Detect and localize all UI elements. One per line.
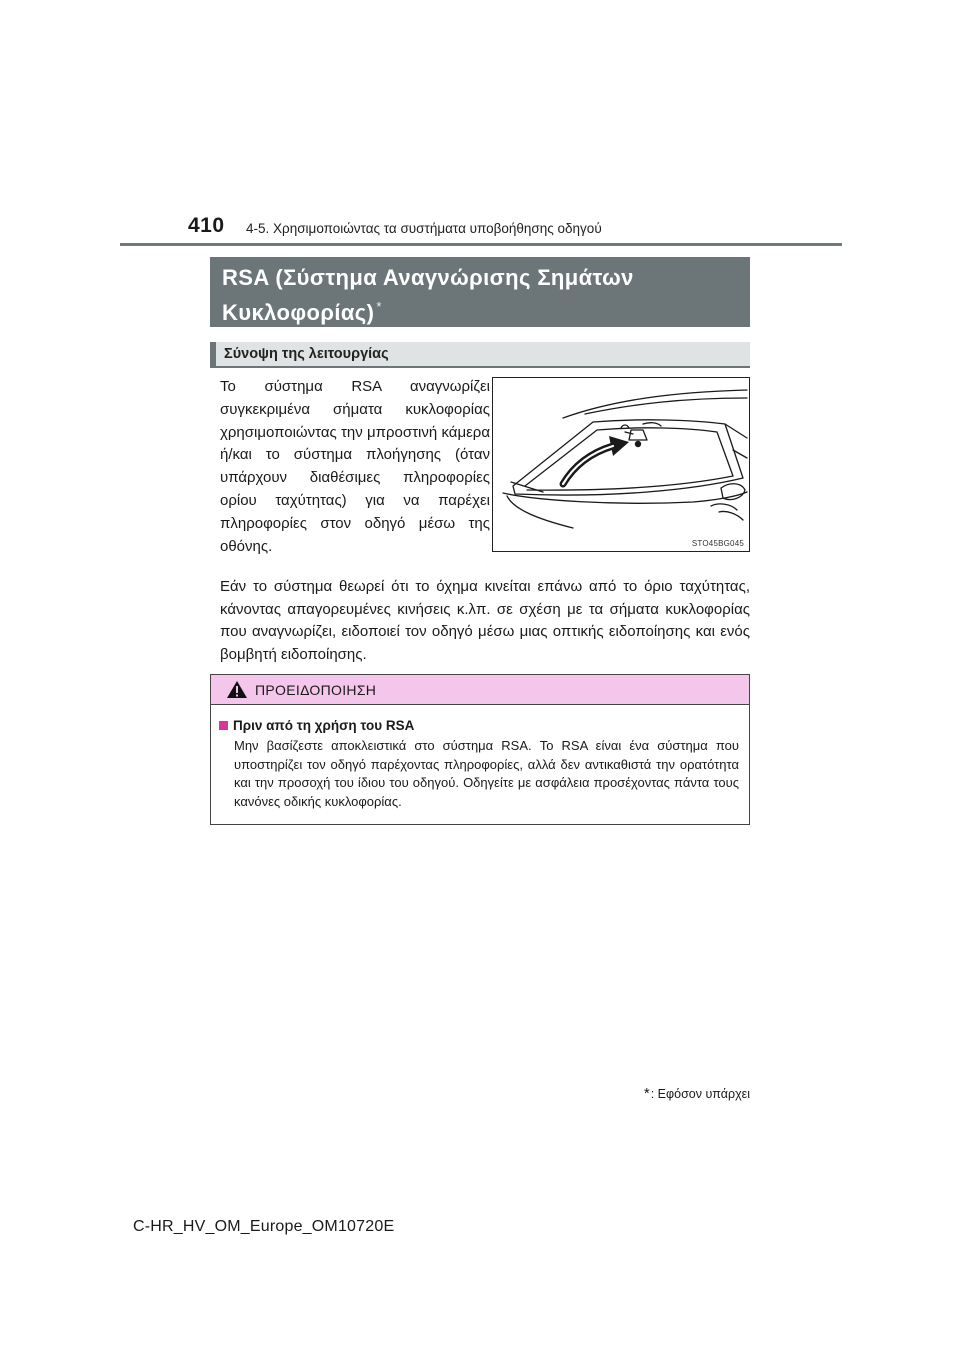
warning-box bbox=[210, 674, 750, 825]
optional-mark: * bbox=[376, 299, 382, 314]
warning-item-title bbox=[219, 718, 739, 733]
page-number: 410 bbox=[188, 214, 225, 237]
footnote bbox=[644, 1085, 750, 1102]
document-code-footer: C-HR_HV_OM_Europe_OM10720E bbox=[133, 1218, 395, 1235]
warning-triangle-icon bbox=[226, 680, 248, 699]
subheading: Σύνοψη της λειτουργίας bbox=[210, 342, 750, 368]
body-paragraph: Εάν το σύστημα θεωρεί ότι το όχημα κινείται επάνω από το όριο ταχύτητας, κάνοντας απαγορευμένες κινήσεις κ.λπ. σε σχέση με τα σήματα κυκλοφορίας που αναγνωρίζει, ειδοποιεί τον οδηγό μέσω μιας οπτικής ειδοποίησης και ενός βομβητή ειδοποίησης. bbox=[220, 578, 750, 663]
section-title-line2: Κυκλοφορίας) * bbox=[222, 299, 382, 325]
windshield-camera-illustration bbox=[493, 378, 749, 551]
intro-paragraph: Το σύστημα RSA αναγνωρίζει συγκεκριμένα σήματα κυκλοφορίας χρησιμοποιώντας την μπροστινή κάμερα ή/και το σύστημα πλοήγησης (όταν υπάρχουν διαθέσιμες πληροφορίες ορίου ταχύτητας) για να παρέχει πληροφορίες στον οδηγό μέσω της οθόνης. bbox=[220, 378, 490, 555]
figure-code: STO45BG045 bbox=[691, 539, 744, 548]
warning-item-text: Μην βασίζεστε αποκλειστικά στο σύστημα RSA. Το RSA είναι ένα σύστημα που υποστηρίζει τον οδηγό παρέχοντας πληροφορίες, αλλά δεν αντικαθιστά την ορατότητα και την προσοχή του ίδιου του οδηγού. Οδηγείτε με ασφάλεια προσέχοντας πάντα τους κανόνες οδικής κυκλοφορίας. bbox=[234, 738, 739, 809]
warning-title: ΠΡΟΕΙΔΟΠΟΙΗΣΗ bbox=[255, 681, 377, 698]
square-bullet-icon bbox=[219, 721, 228, 730]
windshield-camera-figure bbox=[492, 377, 750, 552]
warning-item-title-text: Πριν από τη χρήση του RSA bbox=[233, 718, 415, 733]
section-title-line1: RSA (Σύστημα Αναγνώρισης Σημάτων bbox=[222, 265, 634, 290]
header-divider bbox=[120, 243, 842, 246]
footnote-text: : Εφόσον υπάρχει bbox=[650, 1086, 750, 1101]
warning-body bbox=[211, 705, 749, 811]
chapter-header: 4-5. Χρησιμοποιώντας τα συστήματα υποβοήθησης οδηγού bbox=[246, 221, 602, 236]
footnote-mark: * bbox=[643, 1085, 650, 1102]
warning-header bbox=[211, 675, 749, 705]
section-title-box bbox=[210, 257, 750, 327]
